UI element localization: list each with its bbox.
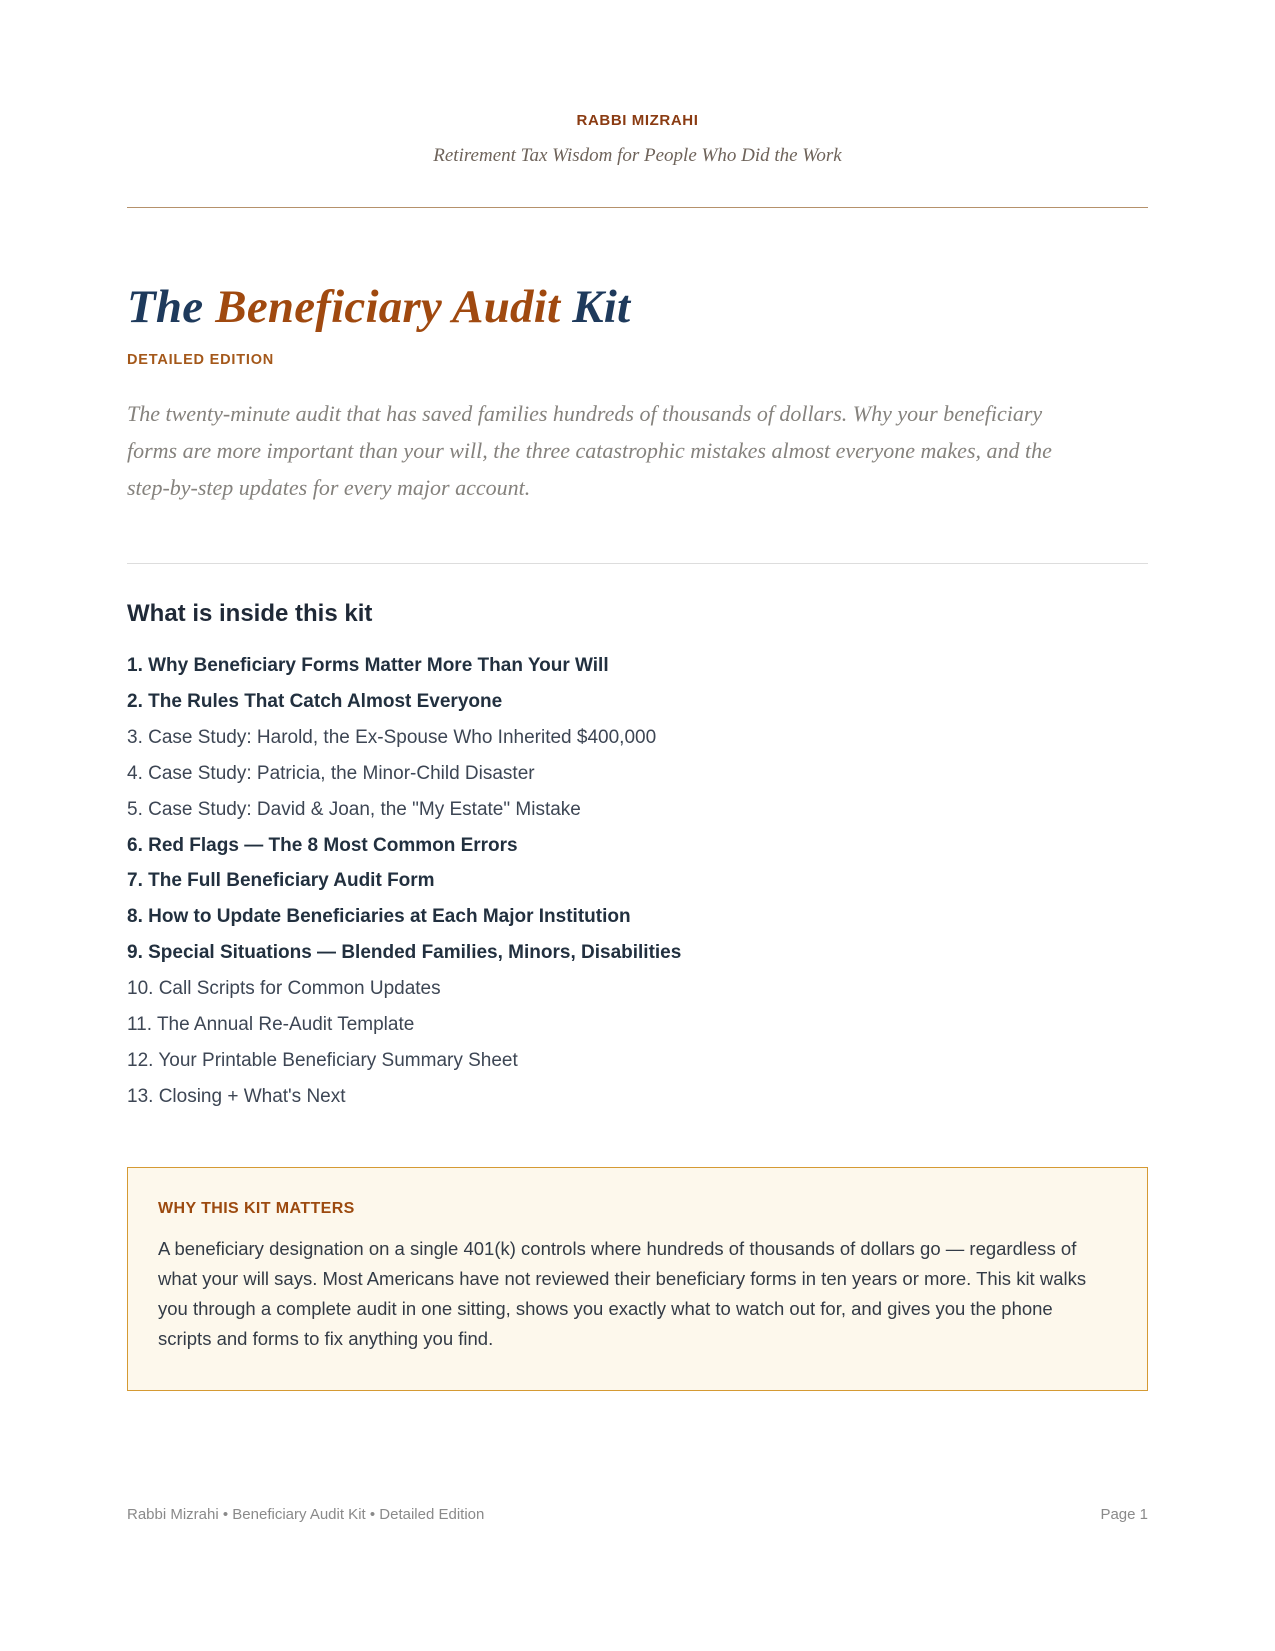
section-divider [127,563,1148,564]
title-part-the: The [127,281,216,333]
why-kit-matters-callout [127,1167,1148,1391]
footer-left-text: Rabbi Mizrahi • Beneficiary Audit Kit • Detailed Edition [127,1506,485,1523]
callout-heading: WHY THIS KIT MATTERS [158,1200,355,1218]
toc-item-11: 11. The Annual Re-Audit Template [127,1014,415,1036]
toc-item-1: 1. Why Beneficiary Forms Matter More Than Your Will [127,654,609,676]
toc-item-13: 13. Closing + What's Next [127,1086,346,1108]
toc-item-10: 10. Call Scripts for Common Updates [127,978,441,1000]
toc-item-6: 6. Red Flags — The 8 Most Common Errors [127,834,518,856]
toc-item-8: 8. How to Update Beneficiaries at Each Major Institution [127,906,631,928]
masthead [127,0,1148,208]
toc-item-4: 4. Case Study: Patricia, the Minor-Child Disaster [127,762,535,784]
toc-item-3: 3. Case Study: Harold, the Ex-Spouse Who Inherited $400,000 [127,726,657,748]
brand-name: RABBI MIZRAHI [576,112,699,129]
title-part-kit: Kit [560,281,631,333]
callout-body: A beneficiary designation on a single 401(k) controls where hundreds of thousands of dollars go — regardless of what your will says. Most Americans have not reviewed their beneficiary forms in ten years or more. This kit walks you through a complete audit in one sitting, shows you exactly what to watch out for, and gives you the phone scripts and forms to fix anything you find. [158,1238,1087,1349]
edition-label: DETAILED EDITION [127,352,275,368]
toc-list [127,648,1148,1115]
title-part-beneficiary-audit: Beneficiary Audit [215,281,561,333]
page-footer [127,1506,1148,1523]
toc-item-2: 2. The Rules That Catch Almost Everyone [127,690,503,712]
footer-page-number: Page 1 [1100,1506,1148,1523]
toc-item-7: 7. The Full Beneficiary Audit Form [127,870,435,892]
page-title [127,280,1148,334]
lede-paragraph: The twenty-minute audit that has saved families hundreds of thousands of dollars. Why your beneficiary forms are more important than your will, the three catastrophic mistakes almost everyone makes, and the step-by-step updates for every major account. [127,401,1052,500]
toc-item-5: 5. Case Study: David & Joan, the "My Estate" Mistake [127,798,581,820]
toc-heading: What is inside this kit [127,599,373,627]
toc-item-9: 9. Special Situations — Blended Families, Minors, Disabilities [127,942,682,964]
brand-tagline: Retirement Tax Wisdom for People Who Did the Work [433,145,842,166]
toc-item-12: 12. Your Printable Beneficiary Summary Sheet [127,1050,518,1072]
masthead-divider [127,207,1148,208]
